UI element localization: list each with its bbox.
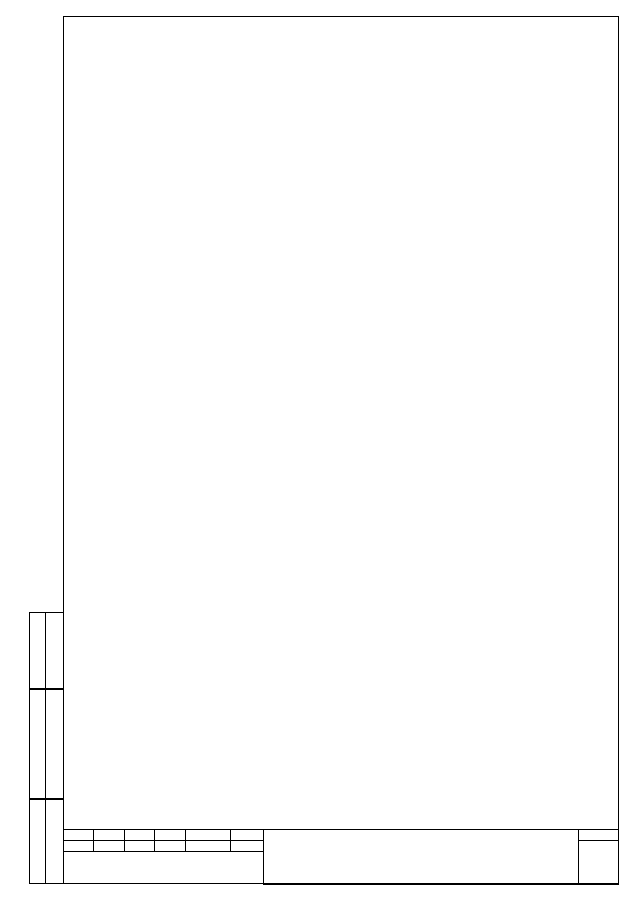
sheet-label [579, 830, 619, 841]
title-block [63, 829, 619, 884]
side-block-vzam [29, 612, 63, 689]
sheet-number [579, 841, 619, 885]
catalog-title [88, 731, 590, 748]
page-frame [63, 16, 619, 884]
catalog-245-2 [88, 731, 590, 748]
catalog-title [88, 155, 590, 172]
catalog-246-2 [88, 388, 590, 405]
catalog-245-3 [88, 155, 590, 172]
catalog-title [88, 388, 590, 405]
side-block-podp [29, 689, 63, 799]
doc-code [263, 830, 578, 885]
side-block-inv [29, 799, 63, 884]
